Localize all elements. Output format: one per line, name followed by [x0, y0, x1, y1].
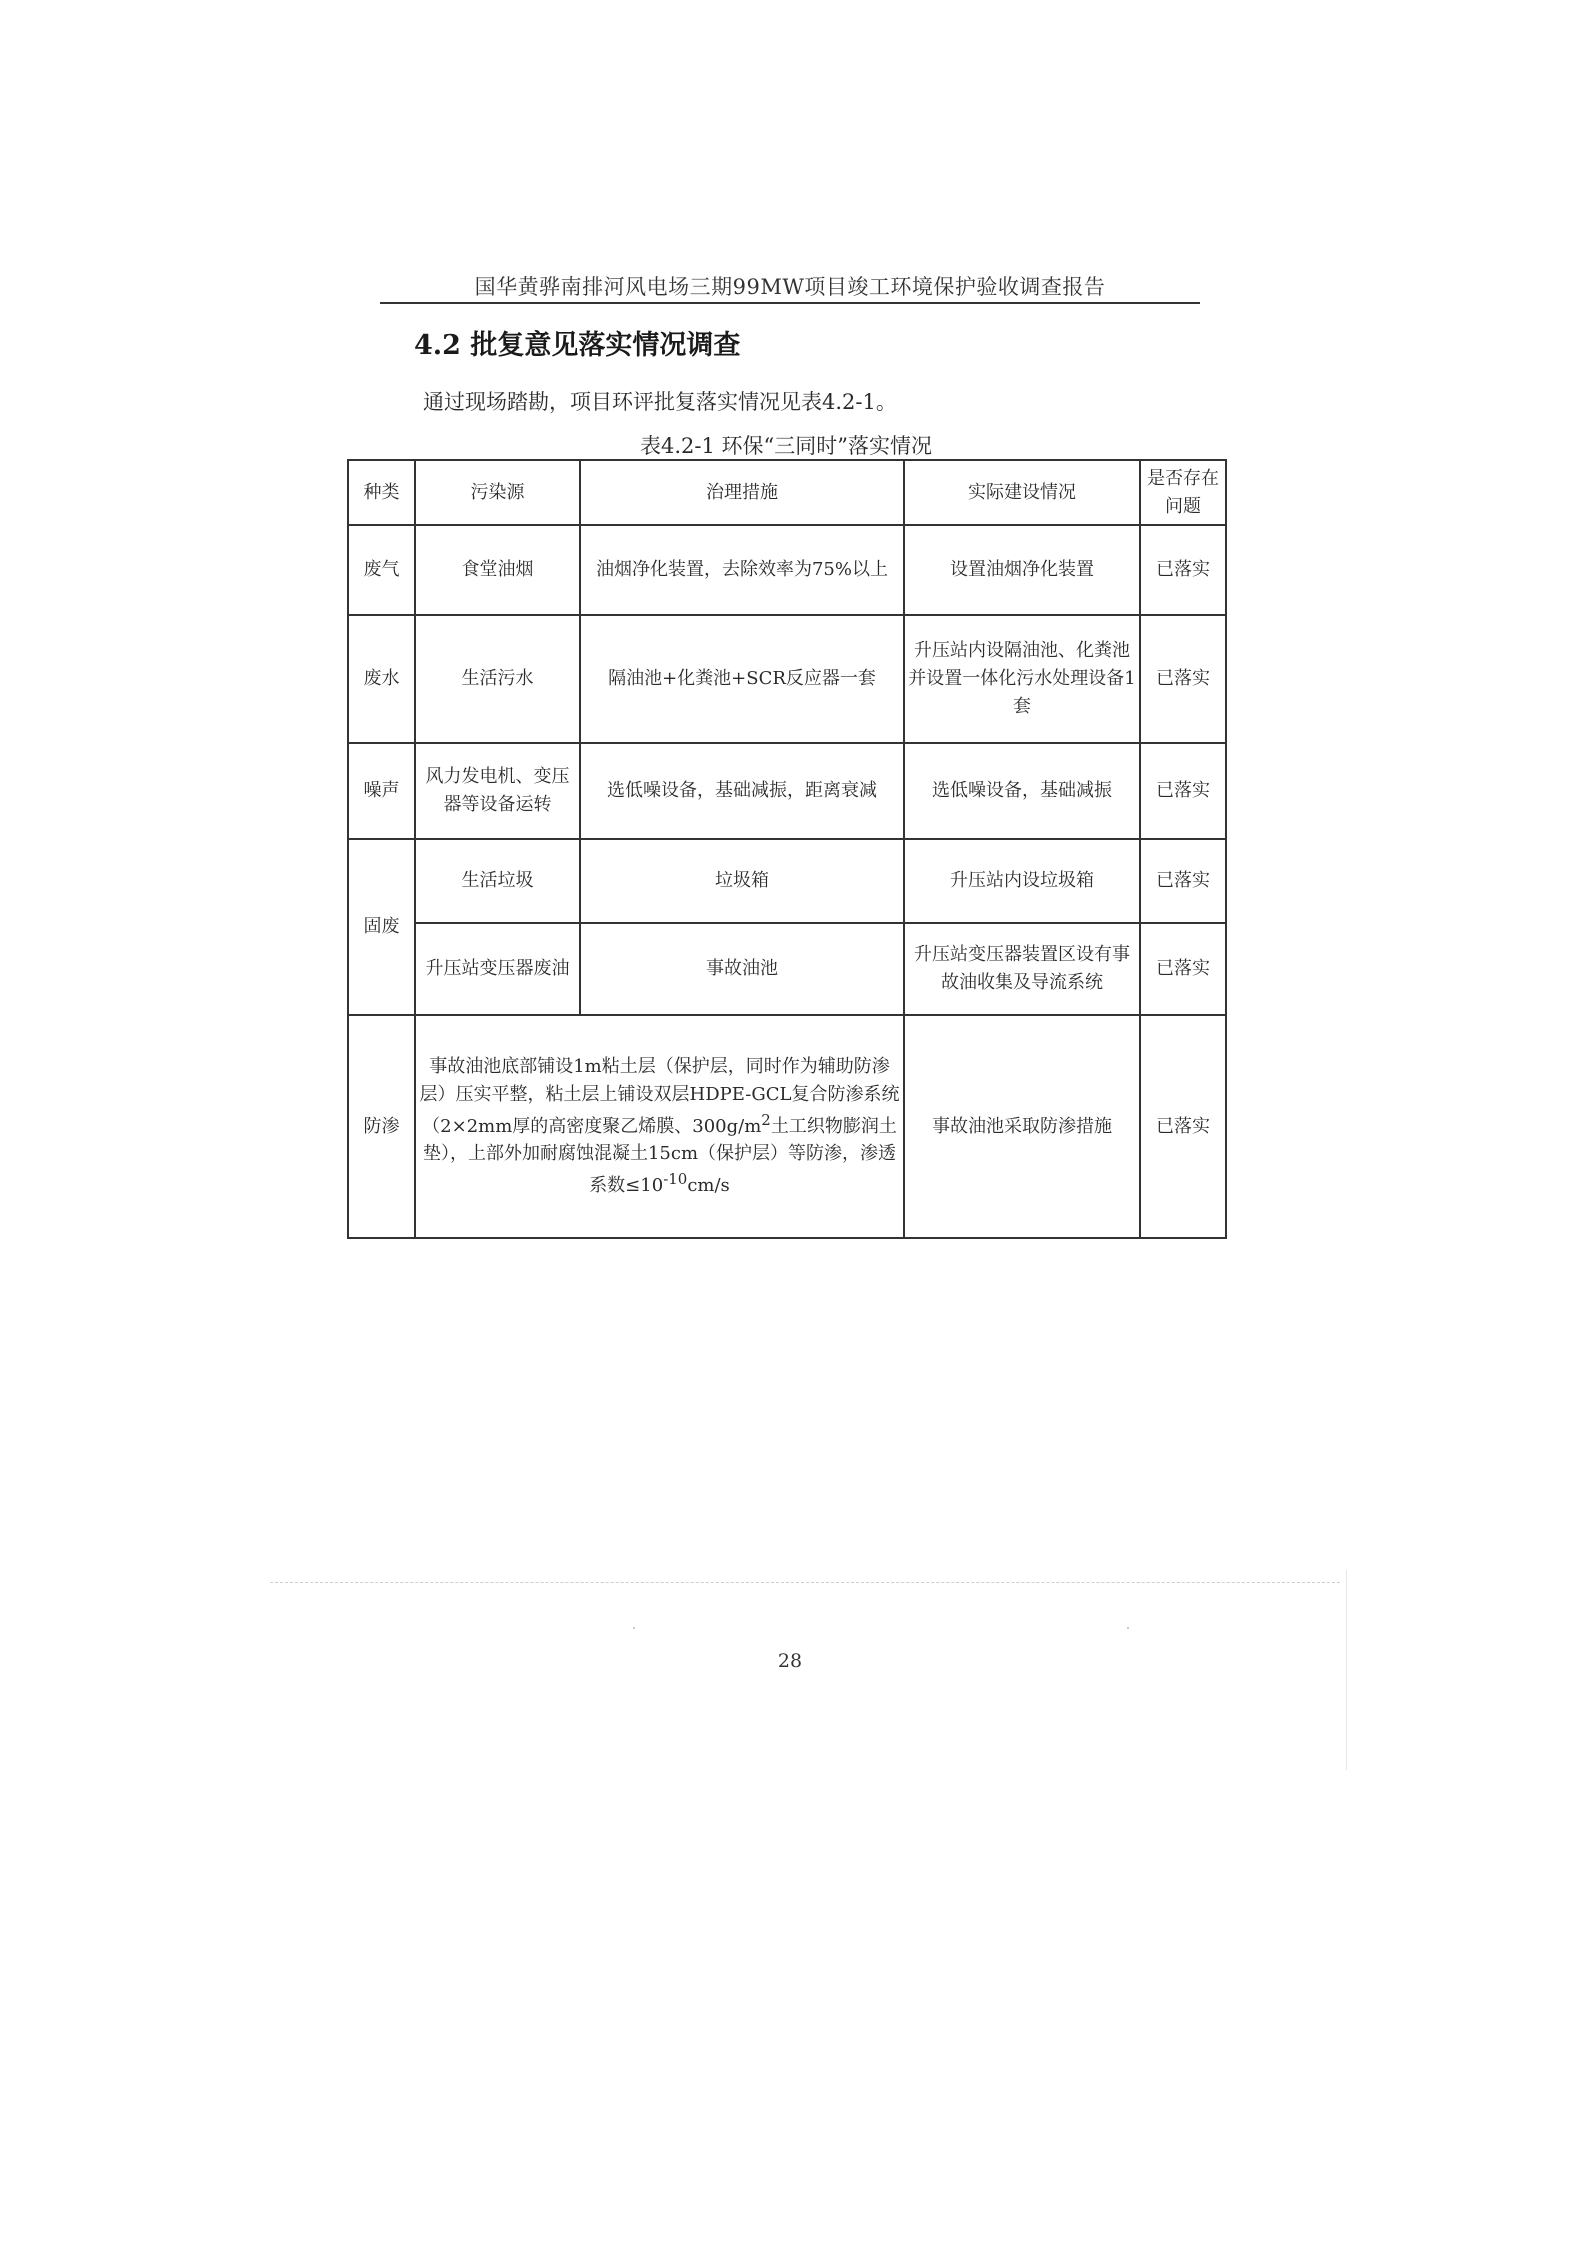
cell-measure: 油烟净化装置，去除效率为75%以上	[580, 525, 904, 615]
table-row	[348, 1015, 1226, 1238]
cell-issue: 已落实	[1140, 525, 1226, 615]
cell-actual: 升压站内设隔油池、化粪池并设置一体化污水处理设备1套	[904, 615, 1140, 743]
table-row	[348, 923, 1226, 1015]
page-number: 28	[777, 1650, 803, 1672]
cell-issue: 已落实	[1140, 923, 1226, 1015]
cell-source: 食堂油烟	[415, 525, 580, 615]
cell-measure: 隔油池+化粪池+SCR反应器一套	[580, 615, 904, 743]
header-actual: 实际建设情况	[904, 460, 1140, 525]
cell-category: 固废	[348, 839, 415, 1015]
seepage-superscript: -10	[663, 1170, 688, 1189]
cell-source: 升压站变压器废油	[415, 923, 580, 1015]
intro-paragraph: 通过现场踏勘，项目环评批复落实情况见表4.2-1。	[423, 390, 897, 414]
table-row	[348, 615, 1226, 743]
header-category: 种类	[348, 460, 415, 525]
scan-artifact-edge	[1346, 1570, 1347, 1770]
seepage-superscript: 2	[761, 1110, 771, 1129]
cell-category: 废水	[348, 615, 415, 743]
table-caption: 表4.2-1 环保“三同时”落实情况	[640, 434, 932, 458]
scan-artifact-dot	[633, 1627, 635, 1629]
header-measure: 治理措施	[580, 460, 904, 525]
header-issue: 是否存在问题	[1140, 460, 1226, 525]
table-row	[348, 743, 1226, 839]
cell-actual: 事故油池采取防渗措施	[904, 1015, 1140, 1238]
table-header-row	[348, 460, 1226, 525]
three-simultaneous-table	[347, 459, 1227, 1239]
scan-artifact-line	[270, 1582, 1340, 1583]
table-row	[348, 839, 1226, 923]
cell-issue: 已落实	[1140, 1015, 1226, 1238]
report-header-title: 国华黄骅南排河风电场三期99MW项目竣工环境保护验收调查报告	[474, 275, 1106, 299]
cell-category: 噪声	[348, 743, 415, 839]
cell-measure: 选低噪设备，基础减振，距离衰减	[580, 743, 904, 839]
header-divider	[380, 302, 1200, 304]
cell-actual: 选低噪设备，基础减振	[904, 743, 1140, 839]
seepage-text-part: cm/s	[687, 1175, 730, 1197]
cell-issue: 已落实	[1140, 615, 1226, 743]
cell-source: 生活污水	[415, 615, 580, 743]
cell-actual: 升压站变压器装置区设有事故油收集及导流系统	[904, 923, 1140, 1015]
cell-measure: 事故油池	[580, 923, 904, 1015]
table-row	[348, 525, 1226, 615]
cell-seepage-measure	[415, 1015, 904, 1238]
cell-category: 防渗	[348, 1015, 415, 1238]
scan-artifact-dot	[1127, 1627, 1129, 1629]
section-heading: 4.2 批复意见落实情况调查	[414, 330, 741, 361]
cell-source: 生活垃圾	[415, 839, 580, 923]
cell-actual: 升压站内设垃圾箱	[904, 839, 1140, 923]
cell-issue: 已落实	[1140, 839, 1226, 923]
seepage-text-part: 土工织物膨润土垫），上部外加耐腐蚀混凝土15cm（保护层）等防渗，渗透系数≤10	[422, 1115, 897, 1197]
cell-measure: 垃圾箱	[580, 839, 904, 923]
header-source: 污染源	[415, 460, 580, 525]
seepage-text-part: 事故油池底部铺设1m粘土层（保护层，同时作为辅助防渗层）压实平整，粘土层上铺设双层HDPE-GCL复合防渗系统（2×2mm厚的高密度聚乙烯膜、300g/m	[419, 1055, 900, 1137]
cell-issue: 已落实	[1140, 743, 1226, 839]
cell-source: 风力发电机、变压器等设备运转	[415, 743, 580, 839]
cell-category: 废气	[348, 525, 415, 615]
cell-actual: 设置油烟净化装置	[904, 525, 1140, 615]
